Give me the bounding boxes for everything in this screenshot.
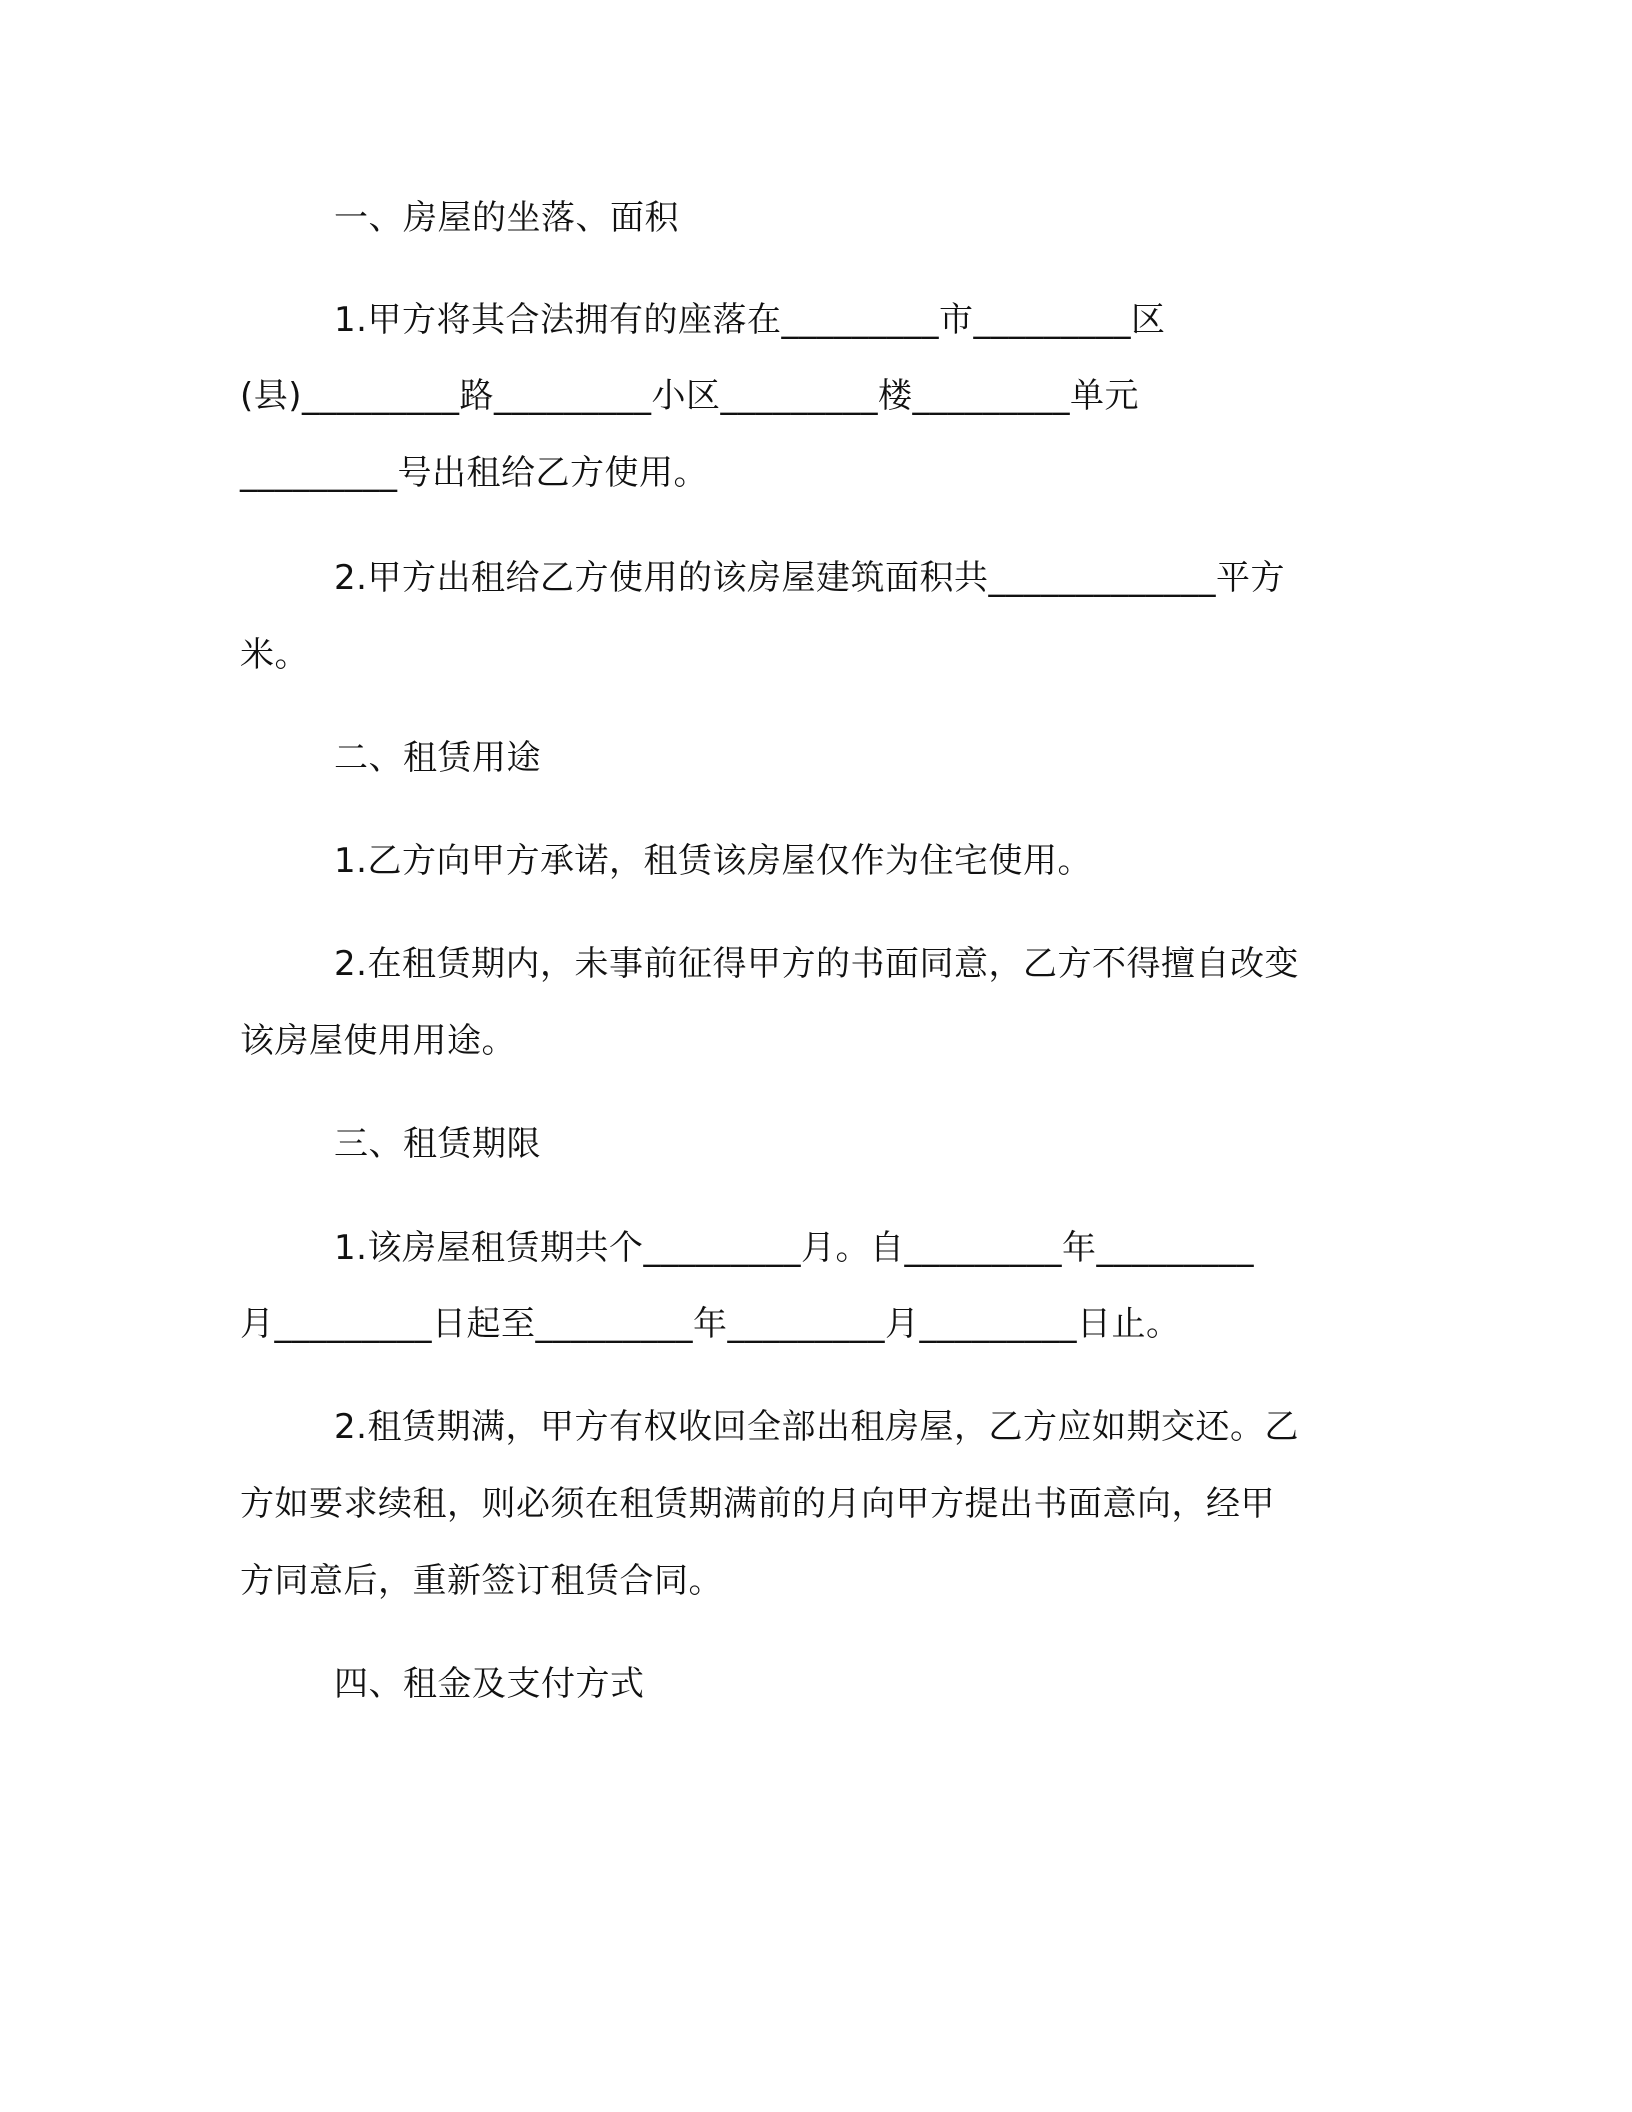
clause-2-2-line-1: 2.在租赁期内，未事前征得甲方的书面同意，乙方不得擅自改变: [334, 944, 1299, 984]
section-heading-rent-payment: 四、租金及支付方式: [334, 1664, 645, 1704]
clause-3-2-line-3: 方同意后，重新签订租赁合同。: [240, 1561, 723, 1601]
clause-2-1-line-1: 1.乙方向甲方承诺，租赁该房屋仅作为住宅使用。: [334, 841, 1092, 881]
clause-3-1-line-2: 月_________日起至_________年_________月_________日止。: [240, 1304, 1181, 1344]
clause-3-1-line-1: 1.该房屋租赁期共个_________月。自_________年_________: [334, 1228, 1254, 1268]
clause-3-2-line-2: 方如要求续租，则必须在租赁期满前的月向甲方提出书面意向，经甲: [240, 1484, 1275, 1524]
section-heading-location-area: 一、房屋的坐落、面积: [334, 198, 679, 238]
section-heading-lease-purpose: 二、租赁用途: [334, 738, 541, 778]
clause-1-1-line-2: (县)_________路_________小区_________楼_________单元: [240, 376, 1140, 416]
clause-2-2-line-2: 该房屋使用用途。: [240, 1021, 516, 1061]
clause-1-2-line-1: 2.甲方出租给乙方使用的该房屋建筑面积共_____________平方: [334, 558, 1285, 598]
clause-1-1-line-1: 1.甲方将其合法拥有的座落在_________市_________区: [334, 300, 1166, 340]
clause-1-1-line-3: _________号出租给乙方使用。: [240, 453, 708, 493]
clause-3-2-line-1: 2.租赁期满，甲方有权收回全部出租房屋，乙方应如期交还。乙: [334, 1407, 1299, 1447]
section-heading-lease-term: 三、租赁期限: [334, 1124, 541, 1164]
clause-1-2-line-2: 米。: [240, 635, 309, 675]
